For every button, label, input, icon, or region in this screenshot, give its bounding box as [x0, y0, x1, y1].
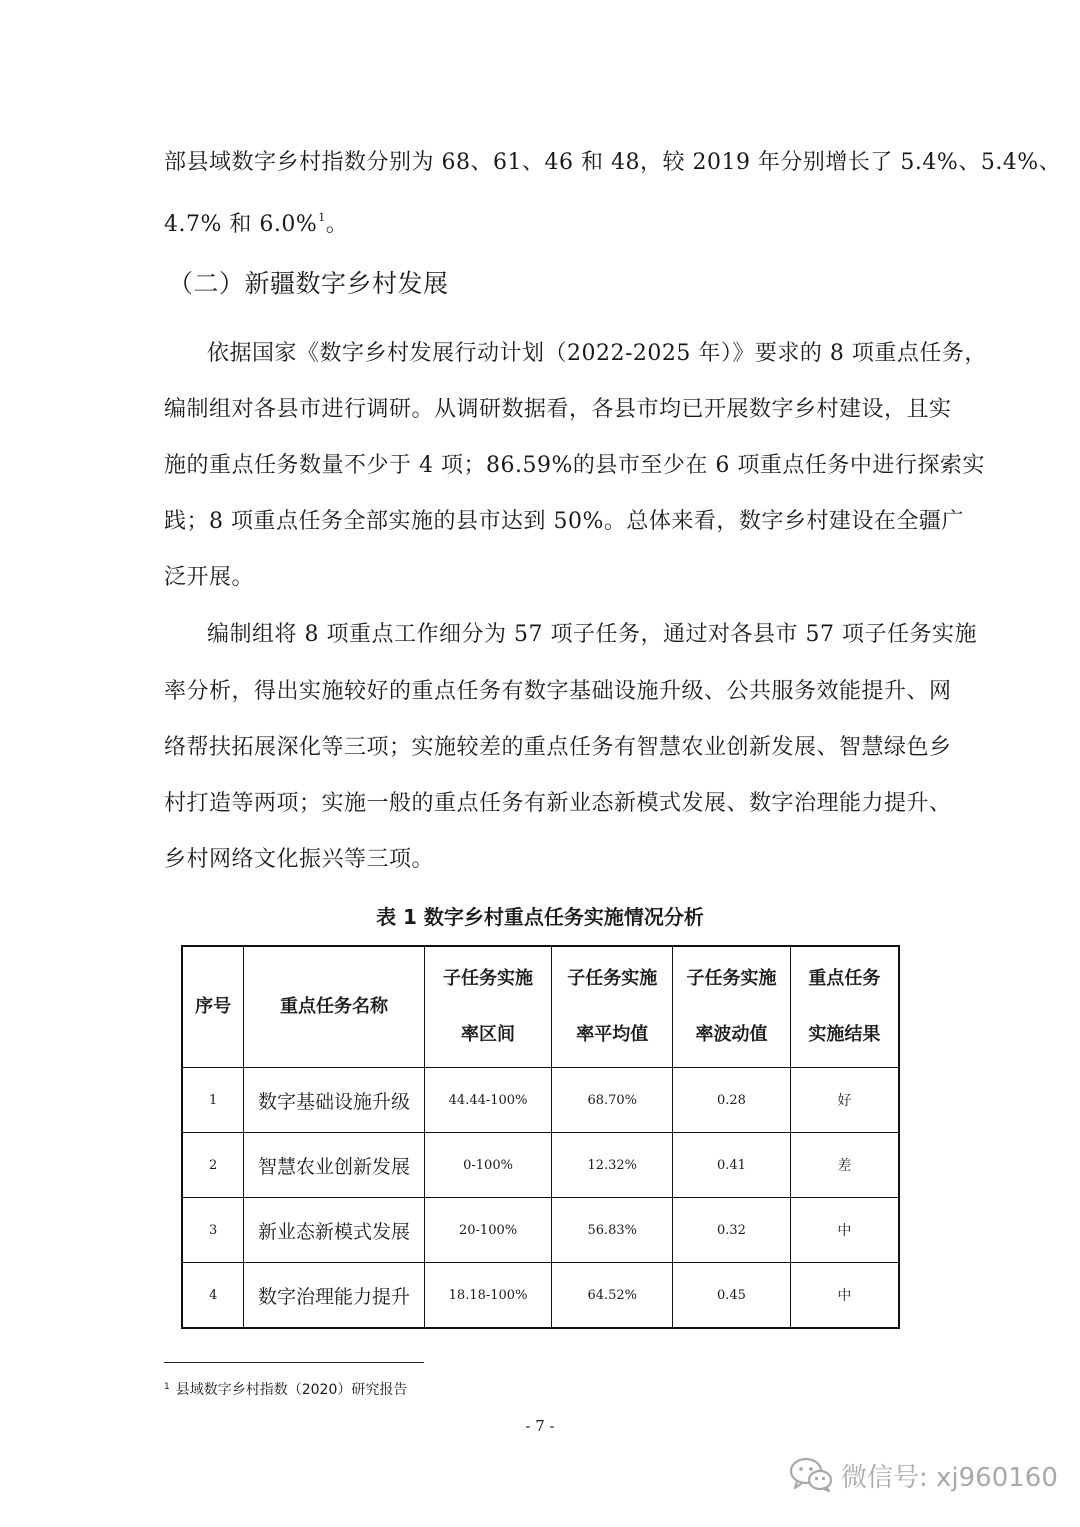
header-task-name-text: 重点任务名称 — [280, 996, 389, 1017]
header-rate-volatility — [673, 946, 791, 1068]
table-row — [182, 1133, 899, 1198]
table-caption: 表 1 数字乡村重点任务实施情况分析 — [376, 905, 704, 929]
cell-rate-range: 18.18-100% — [424, 1263, 552, 1329]
table-header-row — [182, 946, 899, 1068]
cell-task-name: 新业态新模式发展 — [244, 1198, 424, 1263]
p1-line-1: 依据国家《数字乡村发展行动计划（2022-2025 年）》要求的 8 项重点任务， — [207, 341, 987, 366]
cell-rate-average: 68.70% — [552, 1068, 673, 1133]
cell-rate-range: 20-100% — [424, 1198, 552, 1263]
header-rate-range-l1: 子任务实施 — [443, 968, 534, 989]
footnote — [164, 1377, 407, 1400]
cell-rate-volatility: 0.45 — [673, 1263, 791, 1329]
cell-rate-range: 0-100% — [424, 1133, 552, 1198]
cell-rate-range: 44.44-100% — [424, 1068, 552, 1133]
header-task-name — [244, 946, 424, 1068]
table-row — [182, 1068, 899, 1133]
p2-line-1: 编制组将 8 项重点工作细分为 57 项子任务，通过对各县市 57 项子任务实施 — [207, 622, 977, 647]
cell-rate-average: 12.32% — [552, 1133, 673, 1198]
p1-line-4: 践；8 项重点任务全部实施的县市达到 50%。总体来看，数字乡村建设在全疆广 — [164, 509, 964, 534]
intro-line-2-tail: 。 — [325, 212, 349, 237]
p2-line-2: 率分析，得出实施较好的重点任务有数字基础设施升级、公共服务效能提升、网 — [164, 679, 952, 704]
header-rate-average-l1: 子任务实施 — [567, 968, 658, 989]
cell-task-name: 数字基础设施升级 — [244, 1068, 424, 1133]
p2-line-5: 乡村网络文化振兴等三项。 — [164, 847, 435, 872]
header-rate-range — [424, 946, 552, 1068]
cell-task-name: 智慧农业创新发展 — [244, 1133, 424, 1198]
cell-rate-volatility: 0.41 — [673, 1133, 791, 1198]
cell-no: 4 — [182, 1263, 244, 1329]
p1-line-3: 施的重点任务数量不少于 4 项；86.59%的县市至少在 6 项重点任务中进行探索实 — [164, 453, 985, 478]
cell-result: 差 — [790, 1133, 899, 1198]
cell-no: 1 — [182, 1068, 244, 1133]
header-result-l1: 重点任务 — [808, 968, 881, 989]
header-rate-average-l2: 率平均值 — [576, 1024, 649, 1045]
wechat-icon — [789, 1457, 833, 1493]
cell-result: 中 — [790, 1263, 899, 1329]
intro-line-2-text: 4.7% 和 6.0% — [164, 212, 318, 237]
header-no — [182, 946, 244, 1068]
header-rate-volatility-l2: 率波动值 — [695, 1024, 768, 1045]
p2-line-4: 村打造等两项；实施一般的重点任务有新业态新模式发展、数字治理能力提升、 — [164, 791, 952, 816]
intro-line-1: 部县域数字乡村指数分别为 68、61、46 和 48，较 2019 年分别增长了 5.4%、5.4%、 — [164, 150, 1062, 175]
watermark — [789, 1455, 1058, 1495]
cell-rate-volatility: 0.28 — [673, 1068, 791, 1133]
p1-line-2: 编制组对各县市进行调研。从调研数据看，各县市均已开展数字乡村建设，且实 — [164, 397, 952, 422]
cell-result: 中 — [790, 1198, 899, 1263]
p1-line-5: 泛开展。 — [164, 565, 255, 590]
header-rate-range-l2: 率区间 — [461, 1024, 516, 1045]
footnote-text: 县域数字乡村指数（2020）研究报告 — [175, 1382, 408, 1398]
cell-rate-volatility: 0.32 — [673, 1198, 791, 1263]
p2-line-3: 络帮扶拓展深化等三项；实施较差的重点任务有智慧农业创新发展、智慧绿色乡 — [164, 735, 952, 760]
header-result — [790, 946, 899, 1068]
cell-no: 2 — [182, 1133, 244, 1198]
page-number: - 7 - — [525, 1417, 555, 1435]
task-table — [181, 945, 900, 1329]
section-heading: （二）新疆数字乡村发展 — [168, 269, 449, 298]
cell-result: 好 — [790, 1068, 899, 1133]
watermark-text: 微信号: xj960160 — [841, 1462, 1058, 1493]
intro-line-2 — [164, 203, 348, 240]
header-result-l2: 实施结果 — [808, 1024, 881, 1045]
header-rate-volatility-l1: 子任务实施 — [686, 968, 777, 989]
header-no-text: 序号 — [195, 996, 232, 1017]
cell-rate-average: 56.83% — [552, 1198, 673, 1263]
footnote-marker: 1 — [164, 1382, 170, 1392]
table-row — [182, 1263, 899, 1329]
cell-no: 3 — [182, 1198, 244, 1263]
header-rate-average — [552, 946, 673, 1068]
table-row — [182, 1198, 899, 1263]
footnote-reference[interactable]: 1 — [318, 211, 326, 224]
cell-task-name: 数字治理能力提升 — [244, 1263, 424, 1329]
cell-rate-average: 64.52% — [552, 1263, 673, 1329]
footnote-divider — [164, 1362, 424, 1363]
